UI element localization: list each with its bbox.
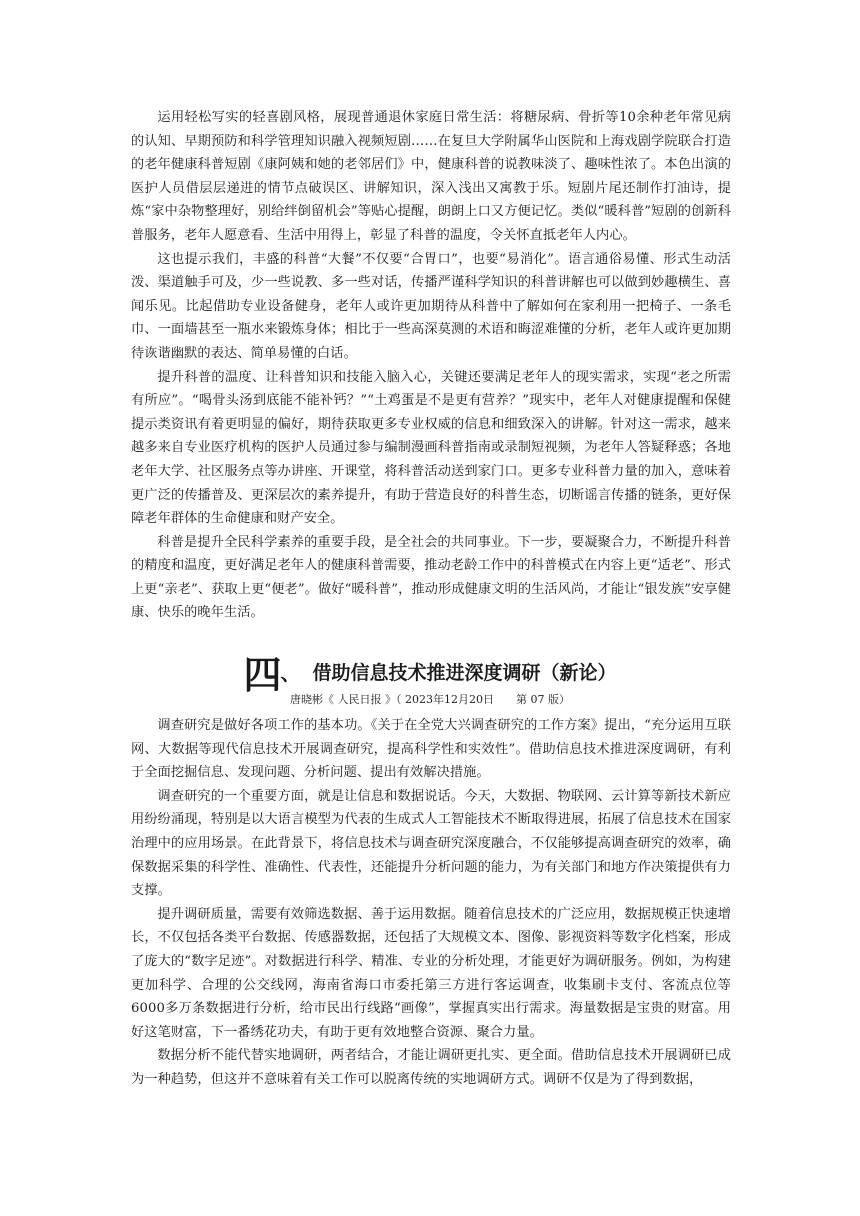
- paragraph: 调查研究是做好各项工作的基本功。《关于在全党大兴调查研究的工作方案》提出，“充分运用互联网、大数据等现代信息技术开展调查研究，提高科学性和实效性”。借助信息技术推进深度调研，有利于全面挖掘信息、发现问题、分析问题、提出有效解决措施。: [131, 718, 731, 781]
- paragraph: 提升调研质量，需要有效筛选数据、善于运用数据。随着信息技术的广泛应用，数据规模正快速增长，不仅包括各类平台数据、传感器数据，还包括了大规模文本、图像、影视资料等数字化档案，形成了庞大的“数字足迹”。对数据进行科学、精准、专业的分析处理，才能更好为调研服务。例如，为构建更加科学、合理的公交线网，海南省海口市委托第三方进行客运调查，收集刷卡支付、客流点位等6000多万条数据进行分析，给市民出行线路“画像”，掌握真实出行需求。海量数据是宝贵的财富。用好这笔财富，下一番绣花功夫，有助于更有效地整合资源、聚合力量。: [131, 906, 731, 1040]
- paragraph: 运用轻松写实的轻喜剧风格，展现普通退休家庭日常生活：将糖尿病、骨折等10余种老年常见病的认知、早期预防和科学管理知识融入视频短剧……在复旦大学附属华山医院和上海戏剧学院联合打造的老年健康科普短剧《康阿姨和她的老邻居们》中，健康科普的说教味淡了、趣味性浓了。本色出演的医护人员借层层递进的情节点破误区、讲解知识，深入浅出又寓教于乐。短剧片尾还制作打油诗，提炼“家中杂物整理好，别给绊倒留机会”等贴心提醒，朗朗上口又方便记忆。类似“暖科普”短剧的创新科普服务，老年人愿意看、生活中用得上，彰显了科普的温度，令关怀直抵老年人内心。: [131, 110, 731, 243]
- paragraph: 科普是提升全民科学素养的重要手段，是全社会的共同事业。下一步，要凝聚合力，不断提升科普的精度和温度，更好满足老年人的健康科普需要，推动老龄工作中的科普模式在内容上更“适老”、形式上更“亲老”、获取上更“便老”。做好“暖科普”，推动形成健康文明的生活风尚，才能让“银发族”安享健康、快乐的晚年生活。: [131, 534, 731, 621]
- paragraph: 这也提示我们，丰盛的科普“大餐”不仅要“合胃口”，也要“易消化”。语言通俗易懂、形式生动活泼、渠道触手可及，少一些说教、多一些对话，传播严谨科学知识的科普讲解也可以做到妙趣横生、喜闻乐见。比起借助专业设备健身，老年人或许更加期待从科普中了解如何在家利用一把椅子、一条毛巾、一面墙甚至一瓶水来锻炼身体；相比于一些高深莫测的术语和晦涩难懂的分析，老年人或许更加期待诙谐幽默的表达、简单易懂的白话。: [131, 251, 731, 361]
- paragraph: 调查研究的一个重要方面，就是让信息和数据说话。今天，大数据、物联网、云计算等新技术新应用纷纷涌现，特别是以大语言模型为代表的生成式人工智能技术不断取得进展，拓展了信息技术在国家治理中的应用场景。在此背景下，将信息技术与调查研究深度融合，不仅能够提高调查研究的效率，确保数据采集的科学性、准确性、代表性，还能提升分析问题的能力，为有关部门和地方作决策提供有力支撑。: [131, 788, 731, 899]
- article-section-research: [131, 714, 731, 1092]
- article-byline: 唐晓彬《 人民日报 》（ 2023年12月20日 第 07 版）: [290, 693, 570, 706]
- paragraph: 提升科普的温度、让科普知识和技能入脑入心，关键还要满足老年人的现实需求，实现“老之所需有所应”。“喝骨头汤到底能不能补钙？”“土鸡蛋是不是更有营养？”现实中，老年人对健康提醒和保健提示类资讯有着更明显的偏好，期待获取更多专业权威的信息和细致深入的讲解。针对这一需求，越来越多来自专业医疗机构的医护人员通过参与编制漫画科普指南或录制短视频，为老年人答疑释惑；各地老年大学、社区服务点等办讲座、开课堂，将科普活动送到家门口。更多专业科普力量的加入，意味着更广泛的传播普及、更深层次的素养提升，有助于营造良好的科普生态，切断谣言传播的链条，更好保障老年群体的生命健康和财产安全。: [131, 369, 731, 527]
- article-section-elderly-science: [131, 106, 731, 625]
- article-title: 借助信息技术推进深度调研（新论）: [312, 662, 617, 684]
- paragraph: 数据分析不能代替实地调研，两者结合，才能让调研更扎实、更全面。借助信息技术开展调研已成为一种趋势，但这并不意味着有关工作可以脱离传统的实地调研方式。调研不仅是为了得到数据，: [131, 1048, 731, 1087]
- section-number-separator: 、: [280, 661, 301, 685]
- section-number: 四: [243, 653, 281, 697]
